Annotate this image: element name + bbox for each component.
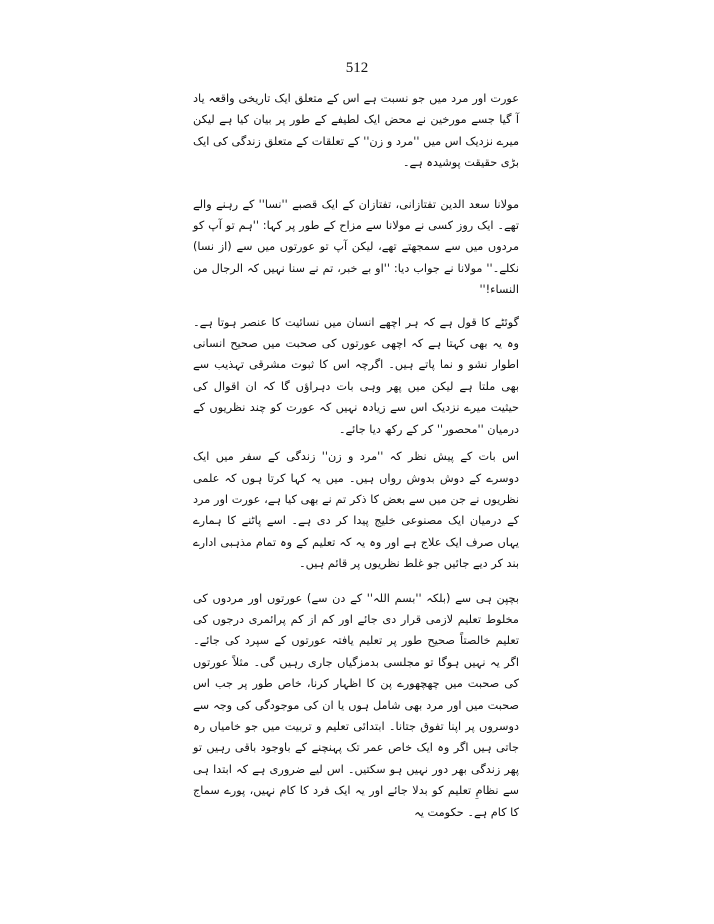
paragraph-5: بچپن ہی سے (بلکہ ''بسم اللہ'' کے دن سے) عورتوں اور مردوں کی مخلوط تعلیم لازمی قرار دی جائے اور کم از کم پرائمری درجوں کی تعلیم خالصتاً صحیح طور پر تعلیم یافتہ عورتوں کے سپرد کی جائے۔ اگر یہ نہیں ہوگا تو مجلسی بدمزگیاں جاری رہیں گی۔ مثلاً عورتوں کی صحبت میں چھچھورے پن کا اظہار کرنا، خاص طور پر جب اس صحبت میں اور مرد بھی شامل ہوں یا ان کی موجودگی کی وجہ سے دوسروں پر اپنا تفوق جتانا۔ ابتدائی تعلیم و تربیت میں جو خامیاں رہ جاتی ہیں اگر وہ ایک خاص عمر تک پہنچنے کے باوجود باقی رہیں تو پھر زندگی بھر دور نہیں ہو سکتیں۔ اس لیے ضروری ہے کہ ابتدا ہی سے نظامِ تعلیم کو بدلا جائے اور یہ ایک فرد کا کام نہیں، پورے سماج کا کام ہے۔ حکومت یہ (193, 591, 519, 819)
paragraph-3: گوئٹے کا قول ہے کہ ہر اچھے انسان میں نسائیت کا عنصر ہوتا ہے۔ وہ یہ بھی کہتا ہے کہ اچھی عورتوں کی صحبت میں صحیح انسانی اطوار نشو و نما پاتے ہیں۔ اگرچہ اس کا ثبوت مشرقی تہذیب سے بھی ملتا ہے لیکن میں پھر وہی بات دہراؤں گا کہ ان اقوال کی حیثیت میرے نزدیک اس سے زیادہ نہیں کہ عورت کو چند نظریوں کے درمیان ''محصور'' کر کے رکھ دیا جائے۔ (193, 315, 519, 436)
paragraph-2: مولانا سعد الدین تفتازانی، تفتازان کے ایک قصبے ''نسا'' کے رہنے والے تھے۔ ایک روز کسی نے مولانا سے مزاح کے طور پر کہا: ''ہم تو آپ کو مردوں میں سے سمجھتے تھے، لیکن آپ تو عورتوں میں سے (از نسا) نکلے۔'' مولانا نے جواب دیا: ''او بے خبر، تم نے سنا نہیں کہ الرجال من النساء!'' (193, 197, 519, 297)
paragraph-4: اس بات کے پیش نظر کہ ''مرد و زن'' زندگی کے سفر میں ایک دوسرے کے دوش بدوش رواں ہیں۔ میں یہ کہا کرتا ہوں کہ علمی نظریوں نے جن میں سے بعض کا ذکر تم نے بھی کیا ہے، عورت اور مرد کے درمیان ایک مصنوعی خلیج پیدا کر دی ہے۔ اسے پاٹنے کا ہمارے یہاں صرف ایک علاج ہے اور وہ یہ کہ تعلیم کے وہ تمام مذہبی ادارے بند کر دیے جائیں جو غلط نظریوں پر قائم ہیں۔ (193, 450, 519, 571)
body-text (193, 88, 519, 823)
page-number: 512 (345, 60, 369, 76)
paragraph-1: عورت اور مرد میں جو نسبت ہے اس کے متعلق ایک تاریخی واقعہ یاد آ گیا جسے مورخین نے محض ایک لطیفے کے طور پر بیان کیا ہے لیکن میرے نزدیک اس میں ''مرد و زن'' کے تعلقات کے متعلق زندگی کی ایک بڑی حقیقت پوشیدہ ہے۔ (193, 92, 519, 170)
